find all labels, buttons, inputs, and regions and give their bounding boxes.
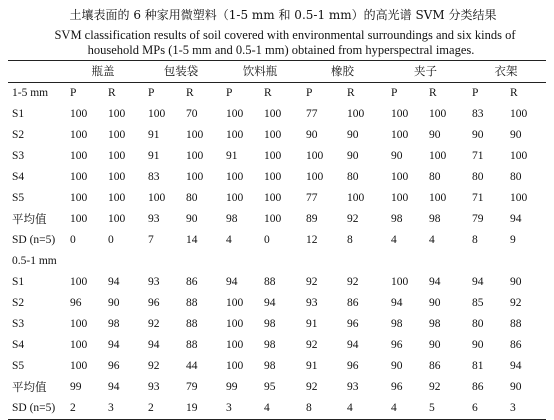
table-cell: 96 [70,297,82,309]
table-cell: 2 [64,398,102,420]
table-cell: 92 [306,276,318,288]
table-cell: 4 [258,398,300,420]
row-label: 平均值 [12,212,47,226]
table-cell: 93 [148,381,160,393]
table-cell [180,251,220,272]
table-cell: 100 [391,276,409,288]
table-cell: 3 [504,398,546,420]
table-row [8,104,546,125]
table-cell [504,251,546,272]
table-cell: 100 [148,192,166,204]
table-cell: 90 [510,381,522,393]
row-label: 平均值 [12,380,47,394]
table-cell: 4 [391,234,397,246]
row-label: S3 [12,150,25,162]
row-label: SD (n=5) [8,398,64,420]
header-rubber: 橡胶 [300,61,385,83]
table-cell: 80 [429,171,441,183]
table-cell: 100 [70,318,88,330]
table-cell: 96 [391,339,403,351]
table-row [8,209,546,230]
table-cell: 98 [226,213,238,225]
table-cell: 100 [70,192,88,204]
table-cell: 100 [510,108,528,120]
table-cell: 93 [347,381,359,393]
table-row [8,188,546,209]
table-cell: 94 [429,276,441,288]
table-row [8,335,546,356]
table-cell: 93 [148,276,160,288]
table-cell: 92 [148,318,160,330]
table-cell: 98 [108,318,120,330]
table-cell: R [423,83,466,105]
table-cell: 100 [108,129,126,141]
table-cell: 4 [429,234,435,246]
table-cell: 90 [510,129,522,141]
table-cell: 71 [472,150,484,162]
table-cell: 90 [347,150,359,162]
table-cell: 100 [186,171,204,183]
table-cell: 98 [391,213,403,225]
table-cell: 8 [300,398,341,420]
table-cell [300,251,341,272]
table-cell: 94 [347,339,359,351]
header-blank [8,61,64,83]
table-cell: 98 [429,213,441,225]
table-cell: 90 [429,297,441,309]
table-cell: 90 [347,129,359,141]
table-cell: 90 [306,129,318,141]
table-cell: 100 [70,276,88,288]
table-cell: 90 [472,129,484,141]
table-cell: 100 [70,339,88,351]
table-cell: P [142,83,180,105]
table-cell: 100 [226,339,244,351]
row-label: S5 [12,360,25,372]
table-cell: 100 [347,192,365,204]
table-cell: P [466,83,504,105]
table-cell: 100 [226,108,244,120]
table-row [8,125,546,146]
table-cell: 100 [108,171,126,183]
table-row [8,293,546,314]
header-clip: 夹子 [385,61,466,83]
table-cell: 100 [186,129,204,141]
header-bottle-cap: 瓶盖 [64,61,142,83]
table-cell: 100 [108,192,126,204]
table-cell: 85 [472,297,484,309]
table-cell: 80 [472,171,484,183]
row-label: S3 [12,318,25,330]
table-cell: 96 [108,360,120,372]
table-cell: 83 [148,171,160,183]
table-cell: 79 [186,381,198,393]
table-cell: 100 [264,129,282,141]
table-cell: 91 [226,150,238,162]
table-cell: 0 [108,234,114,246]
table-cell: 93 [306,297,318,309]
table-row [8,272,546,293]
table-cell: 80 [186,192,198,204]
table-cell: R [102,83,142,105]
row-label: S5 [12,192,25,204]
table-cell: 92 [510,297,522,309]
table-cell: 94 [510,213,522,225]
table-cell: 100 [226,171,244,183]
table-row [8,356,546,377]
table-cell: 91 [306,360,318,372]
table-cell: 100 [226,360,244,372]
table-cell: 70 [186,108,198,120]
table-cell: 4 [385,398,423,420]
table-cell: 3 [220,398,258,420]
table-cell: 100 [108,108,126,120]
table-cell: 98 [264,318,276,330]
table-cell: 100 [186,150,204,162]
table-cell: 100 [306,150,324,162]
table-cell: 100 [391,192,409,204]
table-cell: 90 [108,297,120,309]
table-cell: 12 [306,234,318,246]
table-cell: 92 [347,276,359,288]
table-cell: 92 [148,360,160,372]
table-row [8,167,546,188]
table-cell: 99 [70,381,82,393]
table-cell: 0 [264,234,270,246]
table-cell: 91 [306,318,318,330]
table-cell: P [300,83,341,105]
table-cell [142,251,180,272]
table-cell: 94 [226,276,238,288]
row-label: S2 [12,297,25,309]
table-cell: 100 [226,192,244,204]
table-cell: 92 [347,213,359,225]
caption-english-line2: household MPs (1-5 mm and 0.5-1 mm) obtained from hyperspectral images. [87,43,475,57]
table-cell: 96 [391,381,403,393]
table-cell: 90 [429,339,441,351]
table-cell: 96 [148,297,160,309]
table-cell: R [341,83,385,105]
table-cell: 100 [306,171,324,183]
table-cell: 7 [148,234,154,246]
table-cell: 100 [510,192,528,204]
table-cell [64,251,102,272]
table-cell: P [64,83,102,105]
table-cell: 100 [429,150,447,162]
results-table [8,60,546,420]
table-cell: 100 [429,108,447,120]
table-cell: 9 [510,234,516,246]
table-cell: 98 [391,318,403,330]
row-label: S4 [12,171,25,183]
table-cell: 5 [423,398,466,420]
table-cell [258,251,300,272]
table-cell: 100 [264,213,282,225]
table-cell: 0 [70,234,76,246]
table-cell: 94 [472,276,484,288]
table-cell: 100 [70,213,88,225]
table-cell: 86 [510,339,522,351]
table-cell: 90 [472,339,484,351]
table-cell: 4 [341,398,385,420]
table-cell: 100 [226,297,244,309]
table-cell: P [220,83,258,105]
table-cell: 86 [429,360,441,372]
row-label: 1-5 mm [8,83,64,105]
table-cell: 77 [306,192,318,204]
table-cell: 90 [391,360,403,372]
row-label: 0.5-1 mm [12,255,57,267]
table-cell: 100 [70,360,88,372]
table-cell: 100 [510,150,528,162]
table-cell: 100 [391,129,409,141]
table-cell: 90 [186,213,198,225]
table-cell: 86 [186,276,198,288]
table-row [8,398,546,420]
table-cell: 8 [472,234,478,246]
row-label: S4 [12,339,25,351]
table-cell: 100 [108,150,126,162]
table-cell: 91 [148,150,160,162]
table-cell: 94 [108,381,120,393]
table-cell: 3 [102,398,142,420]
table-cell: 98 [429,318,441,330]
table-cell: 77 [306,108,318,120]
row-label: S1 [12,108,25,120]
table-cell: 100 [264,171,282,183]
table-cell: 88 [510,318,522,330]
table-row [8,83,546,105]
table-cell: 96 [347,360,359,372]
table-cell: 100 [429,192,447,204]
table-cell [102,251,142,272]
table-cell: 90 [429,129,441,141]
table-cell: R [504,83,546,105]
caption-english-line1: SVM classification results of soil covered with environmental surroundings and six kinds of [54,28,516,42]
table-cell: 95 [264,381,276,393]
table-cell: 88 [186,318,198,330]
table-cell: 86 [347,297,359,309]
table-cell: 99 [226,381,238,393]
table-cell: 88 [186,297,198,309]
table-row [8,230,546,251]
table-row [8,314,546,335]
table-cell [220,251,258,272]
table-cell: 86 [472,381,484,393]
table-cell: 100 [264,150,282,162]
row-label: S2 [12,129,25,141]
table-row [8,251,546,272]
table-cell: 94 [108,339,120,351]
table-cell [423,251,466,272]
table-cell: 8 [347,234,353,246]
table-cell: 100 [70,129,88,141]
table-cell: 14 [186,234,198,246]
table-row [8,146,546,167]
table-cell: R [258,83,300,105]
table-cell [385,251,423,272]
header-hanger: 衣架 [466,61,546,83]
table-cell: 100 [264,108,282,120]
table-cell: 94 [391,297,403,309]
table-cell: 100 [70,108,88,120]
header-row [8,61,546,83]
table-cell: 92 [306,381,318,393]
table-cell: 98 [264,339,276,351]
table-cell: R [180,83,220,105]
table-cell [466,251,504,272]
table-cell: 81 [472,360,484,372]
table-cell: 80 [472,318,484,330]
table-cell: 100 [226,129,244,141]
table-cell: 4 [226,234,232,246]
table-cell: 80 [347,171,359,183]
caption-chinese: 土壤表面的 6 种家用微塑料（1-5 mm 和 0.5-1 mm）的高光谱 SVM 分类结果 [69,8,497,22]
table-cell: 71 [472,192,484,204]
table-cell: 91 [148,129,160,141]
table-cell: 88 [264,276,276,288]
table-cell: 98 [264,360,276,372]
table-cell: 6 [466,398,504,420]
table-cell: 83 [472,108,484,120]
table-cell: 100 [226,318,244,330]
table-cell: 90 [510,276,522,288]
table-cell: 100 [347,108,365,120]
table-cell: 93 [148,213,160,225]
row-label: SD (n=5) [12,234,56,246]
table-cell: 94 [108,276,120,288]
table-cell: 100 [391,171,409,183]
table-cell: 94 [264,297,276,309]
table-cell: 100 [148,108,166,120]
table-cell: 88 [186,339,198,351]
table-cell: 100 [391,108,409,120]
row-label: S1 [12,276,25,288]
header-packaging-bag: 包装袋 [142,61,220,83]
table-cell: 90 [391,150,403,162]
table-cell: 94 [148,339,160,351]
table-cell: 96 [347,318,359,330]
table-row [8,377,546,398]
table-cell: 100 [108,213,126,225]
table-cell: 100 [70,171,88,183]
table-cell: 2 [142,398,180,420]
table-cell: 92 [429,381,441,393]
table-cell [341,251,385,272]
table-cell: 94 [510,360,522,372]
table-cell: 89 [306,213,318,225]
table-cell: 100 [70,150,88,162]
table-cell: 80 [510,171,522,183]
table-cell: P [385,83,423,105]
table-cell: 100 [264,192,282,204]
table-cell: 79 [472,213,484,225]
header-beverage-bottle: 饮料瓶 [220,61,300,83]
table-cell: 92 [306,339,318,351]
table-cell: 44 [186,360,198,372]
table-cell: 19 [180,398,220,420]
